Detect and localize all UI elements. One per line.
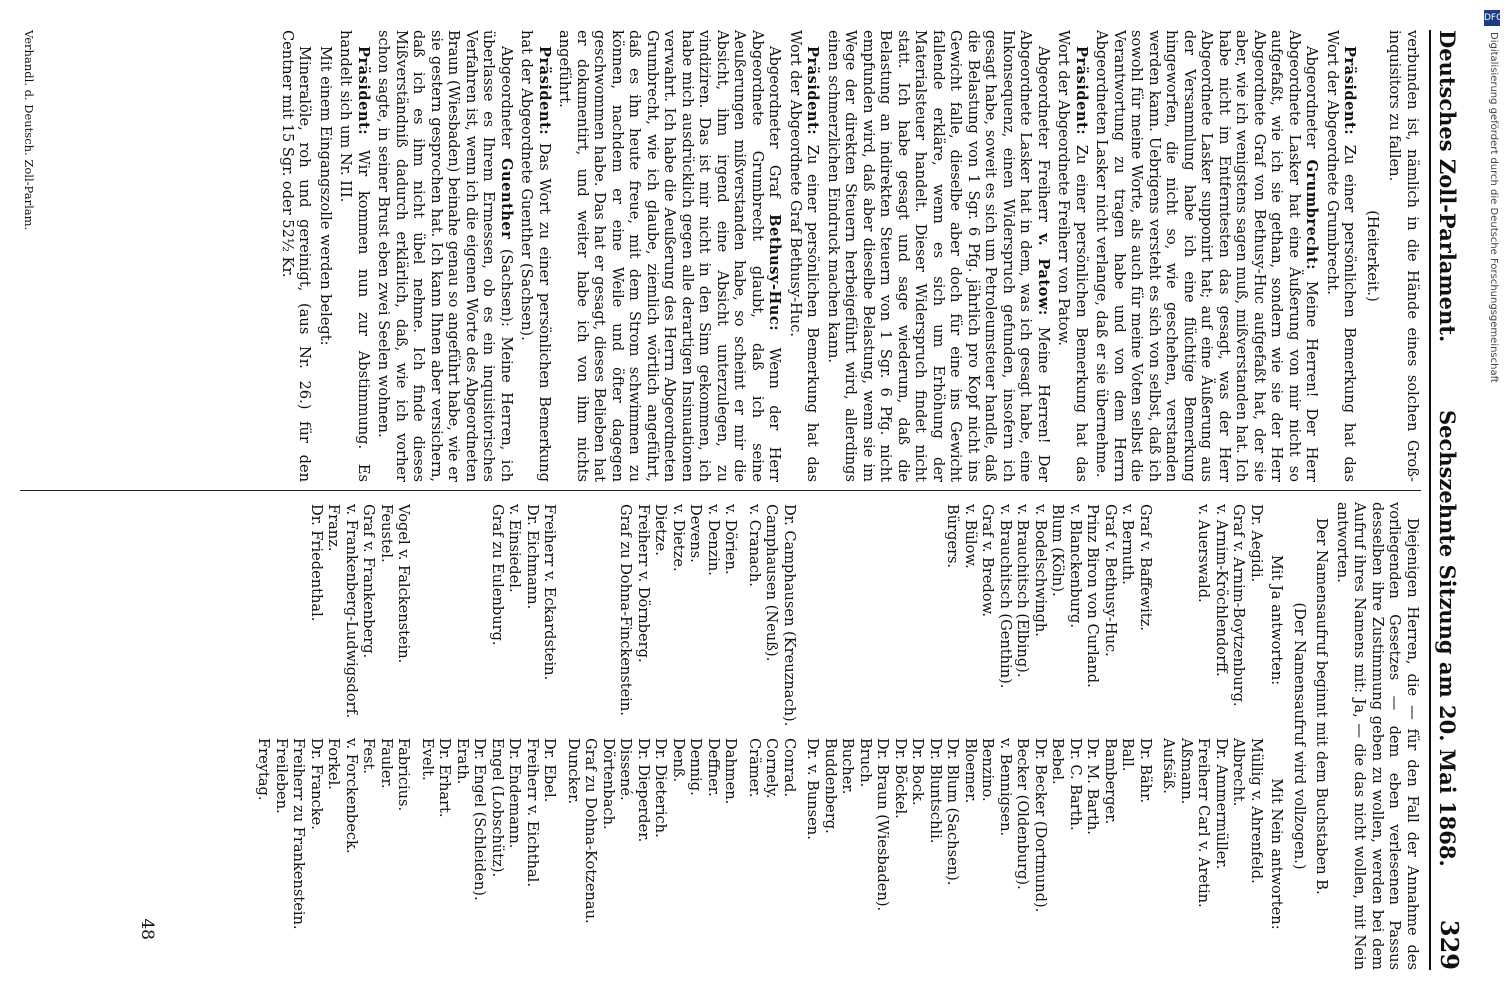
name-entry: v. Bülow. [962,504,979,569]
name-entry: v. Dörien. [722,504,740,575]
yes-list [419,502,559,736]
name-entry: v. Arnim-Kröchlendorff. [1213,504,1230,677]
president-remark [337,30,372,482]
name-entry: Fest. [360,738,378,774]
name-entry: Bürgers. [944,504,962,569]
name-entry: Crämer. [746,738,763,798]
name-entry: v. Frankenberg-Ludwigsdorf. [343,504,360,719]
name-entry: Dr. Becker (Dortmund). [1032,738,1049,913]
name-entry: Dörtenbach. [600,738,617,830]
name-entry: Dr. Camphausen (Kreuznach). [781,504,798,727]
speech-text: Zu einer persönlichen Bemerkung hat das Wort der Abgeordnete Freiherr von Patow. [1055,30,1090,482]
name-entry: Graf v. Bredow. [979,504,997,618]
name-entry: Cornely. [763,738,781,799]
name-entry: Freiherr v. Eckardstein. [541,504,559,681]
name-entry: Benzino. [979,738,997,802]
name-entry: Bloemer. [962,738,979,804]
name-entry: Dr. Braun (Wiesbaden). [874,738,892,912]
no-list [255,736,413,970]
president-remark [1055,30,1090,482]
name-entry: Graf v. Frankenberg. [360,504,378,659]
name-entry: Dr. Dieperder. [635,738,652,843]
d-names [565,502,740,970]
yes-head: Mit Ja antworten: [1268,554,1286,686]
name-entry: Dietze. [652,504,670,556]
interjection: (Heiterkeit.) [1364,210,1381,302]
speech-text: Zu einer persönlichen Bemerkung hat das Wort der Abgeordnete Grumbrecht. [1324,30,1359,482]
yes-list [746,502,799,736]
speech-text: Wenn der Herr Abgeordnete Grumbrecht glaubt, daß ich seine Aeußerungen mißverstanden habe, so scheint er mir die Absicht, ihm irgend eine Absicht unterzulegen, zu vindiziren. Das ist mir nicht in den Sinn gekommen, ich habe mich ausdrücklich gegen alle derartigen Insinuationen verwahrt. Ich habe die Aeußerung des Herrn Abgeordneten Grumbrecht, wie ich glaube, ziemlich wörtlich angeführt, daß es ihn heute freue, mit dem Strom schwimmen zu können, nachdem er eine Weile und öfter dagegen geschwommen habe. Das hat er gesagt, dieses Belieben hat er dokumentirt, und weiter habe ich von ihm nichts angeführt. [556,30,784,482]
name-entry: Fauler. [378,738,395,789]
name-entry: Camphausen (Neuß). [763,504,781,662]
president-remark [787,30,822,482]
name-entry: Dissené. [617,738,635,801]
page-number: 329 [1435,919,1464,970]
f-names [255,502,413,970]
speaker-label: Präsident: [804,46,822,136]
name-entry: Denß. [670,738,687,783]
speech-grumbrecht [1093,30,1321,482]
speech-guenther [375,30,515,482]
e-names [419,502,559,970]
tariff-line: Mit einem Eingangszolle werden belegt: [317,46,334,346]
speaker-intro: Abgeordneter [1303,46,1321,149]
name-entry: Dr. Bock. [909,738,927,806]
name-entry: v. Brauchitsch (Genthin). [997,504,1014,689]
name-entry: Vogel v. Falckenstein. [395,504,413,664]
name-entry: Dr. Friedenthal. [308,504,325,622]
column-divider [20,490,1421,491]
name-entry: Freiherr zu Frankenstein. [290,738,308,930]
name-entry: Graf zu Dohna-Finckenstein. [617,504,635,716]
a-names [1160,502,1265,970]
name-entry: v. Einsiedel. [506,504,524,593]
name-entry: Evelt. [419,738,436,781]
name-entry: Freiherr v. Dörnberg. [635,504,652,663]
speaker-name: v. Patow: [1035,233,1052,316]
credit-text: Digitalisierung gefördert durch die Deutsche Forschungsgemeinschaft [1488,32,1499,383]
speaker-label: Präsident: [1341,46,1359,136]
name-entry: Feustel. [378,504,395,563]
name-entry: v. Brauchitsch (Elbing). [1014,504,1032,678]
name-entry: Conrad. [781,738,798,798]
speech-patow [825,30,1053,482]
rollcall-start: Der Namensaufruf beginnt mit dem Buchstaben B. [1313,518,1331,895]
name-entry: Graf v. Arnim-Boytzenburg. [1230,504,1248,707]
speech-text: Meine Herren! Der Herr Abgeordnete Lasker hat eine Äußerung von mir nicht so aufgefaßt, wie ich sie gethan, sondern wie sie der Herr Abgeordnete Graf von Bethusy-Huc aufgefaßt hat, der sie aber, wie ich wenigstens sagen muß, mißverstanden hat. Ich habe nicht im Entferntesten das gesagt, was der Herr Abgeordnete Lasker supponirt hat; auf eine Äußerung aus der Versammlung habe ich eine flüchtige Bemerkung hingeworfen, die nicht so, wie geschehen, verstanden werden kann. Uebrigens versteht es sich von selbst, daß ich sowohl für meine Worte, als auch für meine Voten selbst die Verantwortung zu tragen habe und von dem Herrn Abgeordneten Lasker nicht verlange, daß er sie übernehme. [1093,30,1321,482]
name-entry: Dr. Aegidi. [1248,504,1265,583]
name-entry: v. Bodelschwingh. [1032,504,1049,637]
left-column [20,30,1421,482]
c-names [746,502,799,970]
name-entry: Freytag. [255,738,273,801]
no-list [419,736,559,970]
name-entry: Becker (Oldenburg). [1014,738,1032,890]
speaker-label: Präsident: [355,46,372,136]
b-names [804,502,1154,970]
speaker-name: Grumbrecht: [1303,159,1321,270]
name-entry: Dr. Dieterich. [652,738,670,838]
speech-text: Wir kommen nun zur Abstimmung. Es handelt sich um Nr. III. [337,30,372,482]
speaker-label: Präsident: [536,46,553,136]
speaker-name: Bethusy-Huc: [766,214,784,332]
right-column [20,502,1421,970]
name-entry: Dr. M. Barth. [1084,738,1102,835]
name-entry: Prinz Biron von Curland. [1084,504,1102,688]
page-header [1429,30,1467,970]
name-entry: Graf zu Eulenburg. [489,504,506,646]
name-entry: Graf zu Dohna-Kotzenau. [582,738,600,924]
paragraph: verbunden ist, nämlich in die Hände eines solchen Groß-inquisitors zu fallen. [1386,30,1421,482]
name-entry: v. Denzin. [705,504,722,576]
president-remark [1324,30,1359,482]
name-entry: Dr. Francke. [308,738,325,830]
name-entry: Bruch. [857,738,874,788]
no-head: Mit Nein antworten: [1268,778,1286,930]
yes-list [804,502,1154,736]
name-entry: Freiherr Carl v. Aretin. [1195,738,1213,908]
digitization-credit [1477,0,1507,1000]
name-entry: Dahmen. [722,738,740,805]
vote-heads [1268,502,1286,970]
no-list [746,736,799,970]
no-list [804,736,1154,970]
name-entry: Bamberger. [1102,738,1119,825]
footer-signature: Verhandl. d. Deutsch. Zoll-Parlam. [22,30,37,231]
name-entry: Graf v. Baffewitz. [1137,504,1154,631]
name-entry: Freiherr v. Eichthal. [524,738,541,887]
name-entry: Dr. Böckel. [892,738,909,819]
name-entry: v. Cranach. [746,504,763,587]
speaker-intro: Abgeordneter Graf [766,46,784,198]
tariff-line: Mineralöle, roh und gereinigt, (aus Nr. 26.) für den Centner mit 15 Sgr. oder 52½ Kr. [279,30,314,482]
yes-list [1160,502,1265,736]
rollcall-note: (Der Namensaufruf wird vollzogen.) [1291,602,1308,870]
dfg-logo: DFG [1484,10,1500,26]
name-entry: Dr. Blum (Sachsen). [944,738,962,886]
name-entry: Dr. v. Bunsen. [804,738,822,840]
name-entry: Aßmann. [1178,738,1195,805]
name-entry: Dr. Bähr. [1137,738,1154,804]
name-entry: Dr. Bluntschli. [927,738,944,844]
president-remark [518,30,553,482]
name-entry: Devens. [687,504,705,563]
speaker-intro: Abgeordneter [498,46,515,149]
speaker-label: Präsident: [1073,46,1090,136]
name-entry: Dr. Engel (Schleiden). [471,738,489,901]
speech-text: Zu einer persönlichen Bemerkung hat das Wort der Abgeordnete Graf Bethusy-Huc. [787,30,822,482]
name-entry: Dr. Erhart. [436,738,454,818]
name-entry: Fabricius. [395,738,413,812]
name-entry: Erath. [454,738,471,785]
name-entry: v. Dietze. [670,504,687,572]
name-entry: v. Bennigsen. [997,738,1014,837]
name-entry: Bucher. [839,738,857,795]
name-entry: Albrecht. [1230,738,1248,807]
sheet-number: 48 [137,918,157,940]
name-entry: Graf v. Bethusy-Huc. [1102,504,1119,657]
name-entry: Blum (Köln). [1049,504,1067,597]
no-names [1160,738,1248,970]
no-list [565,736,740,970]
speaker-name: Guenther [498,158,515,240]
name-entry: Dr. Ammermüller. [1213,738,1230,870]
header-left: Deutsches Zoll-Parlament. [1435,30,1460,343]
name-entry: Aufsäß. [1160,738,1178,794]
name-entry: Dr. Eichmann. [524,504,541,610]
name-entry: Müllig v. Ahrenfeld. [1248,738,1265,884]
name-entry: Buddenberg. [822,738,839,834]
yes-list [565,502,740,736]
name-entry: Duncker. [565,738,582,805]
name-entry: v. Auerswald. [1195,504,1213,603]
name-entry: Franz. [325,504,343,552]
name-entry: Engel (Lobschütz). [489,738,506,878]
speech-text: Das Wort zu einer persönlichen Bemerkung hat der Abgeordnete Guenther (Sachsen). [518,30,553,482]
name-entry: Dr. C. Barth. [1067,738,1084,831]
name-entry: Bebel. [1049,738,1067,785]
name-entry: v. Forckenbeck. [343,738,360,854]
name-entry: Dr. Endemann. [506,738,524,849]
speech-text: (Sachsen): Meine Herren, ich überlasse es Ihrem Ermessen, ob es ein inquisitorisches Verfahren ist, wenn ich die eigenen Worte des Abgeordneten Braun (Wiesbaden) beinahe genau so angeführt habe, wie er sie gestern gesprochen hat. Ich kann Ihnen aber versichern, daß ich es ihm nicht übel nehme. Ich finde dieses Mißverständniß dadurch erklärlich, daß, wie ich vorher schon sagte, in seiner Brust eben zwei Seelen wohnen. [375,30,515,482]
header-title: Sechszehnte Sitzung am 20. Mai 1868. [1435,410,1460,867]
name-entry: v. Blanckenburg. [1067,504,1084,629]
speech-bethusy [556,30,784,482]
no-list [1160,736,1265,970]
name-entry: Forkel. [325,738,343,790]
speech-text: Meine Herren! Der Abgeordnete Lasker hat in dem, was ich gesagt habe, eine Inkonsequenz, einen Widerspruch gefunden, insofern ich gesagt habe, soweit es sich um Petroleumsteuer handle, daß die Belastung von 1 Sgr. 6 Pfg. jährlich pro Kopf nicht ins Gewicht falle, dieselbe aber doch für eine ins Gewicht fallende erkläre, wenn es sich um Erhöhung der Materialsteuer handelt. Dieser Widerspruch findet nicht statt. Ich habe gesagt und sage wiederum, daß die Belastung an indirekten Steuern von 1 Sgr. 6 Pfg. nicht empfunden wird, daß aber dieselbe Belastung, wenn sie im Wege der direkten Steuern herbeigeführt wird, allerdings einen schmerzlichen Eindruck machen kann. [825,30,1052,482]
name-entry: Dennig. [687,738,705,796]
name-entry: Deffner. [705,738,722,797]
speaker-intro: Abgeordneter Freiherr [1035,46,1052,223]
vote-intro: Diejenigen Herren, die — für den Fall der Annahme des vorliegenden Gesetzes — dem eben verlesenen Passus desselben ihre Zustimmung geben zu wollen, werden bei dem Aufruf ihres Namens mit: Ja, — die das nicht wollen, mit Nein antworten. [1334,502,1421,970]
name-entry: v. Bernuth. [1119,504,1137,585]
yes-list [255,502,413,736]
name-entry: Ball. [1119,738,1137,772]
name-entry: Freileben. [273,738,290,814]
name-entry: Dr. Ebel. [541,738,559,803]
